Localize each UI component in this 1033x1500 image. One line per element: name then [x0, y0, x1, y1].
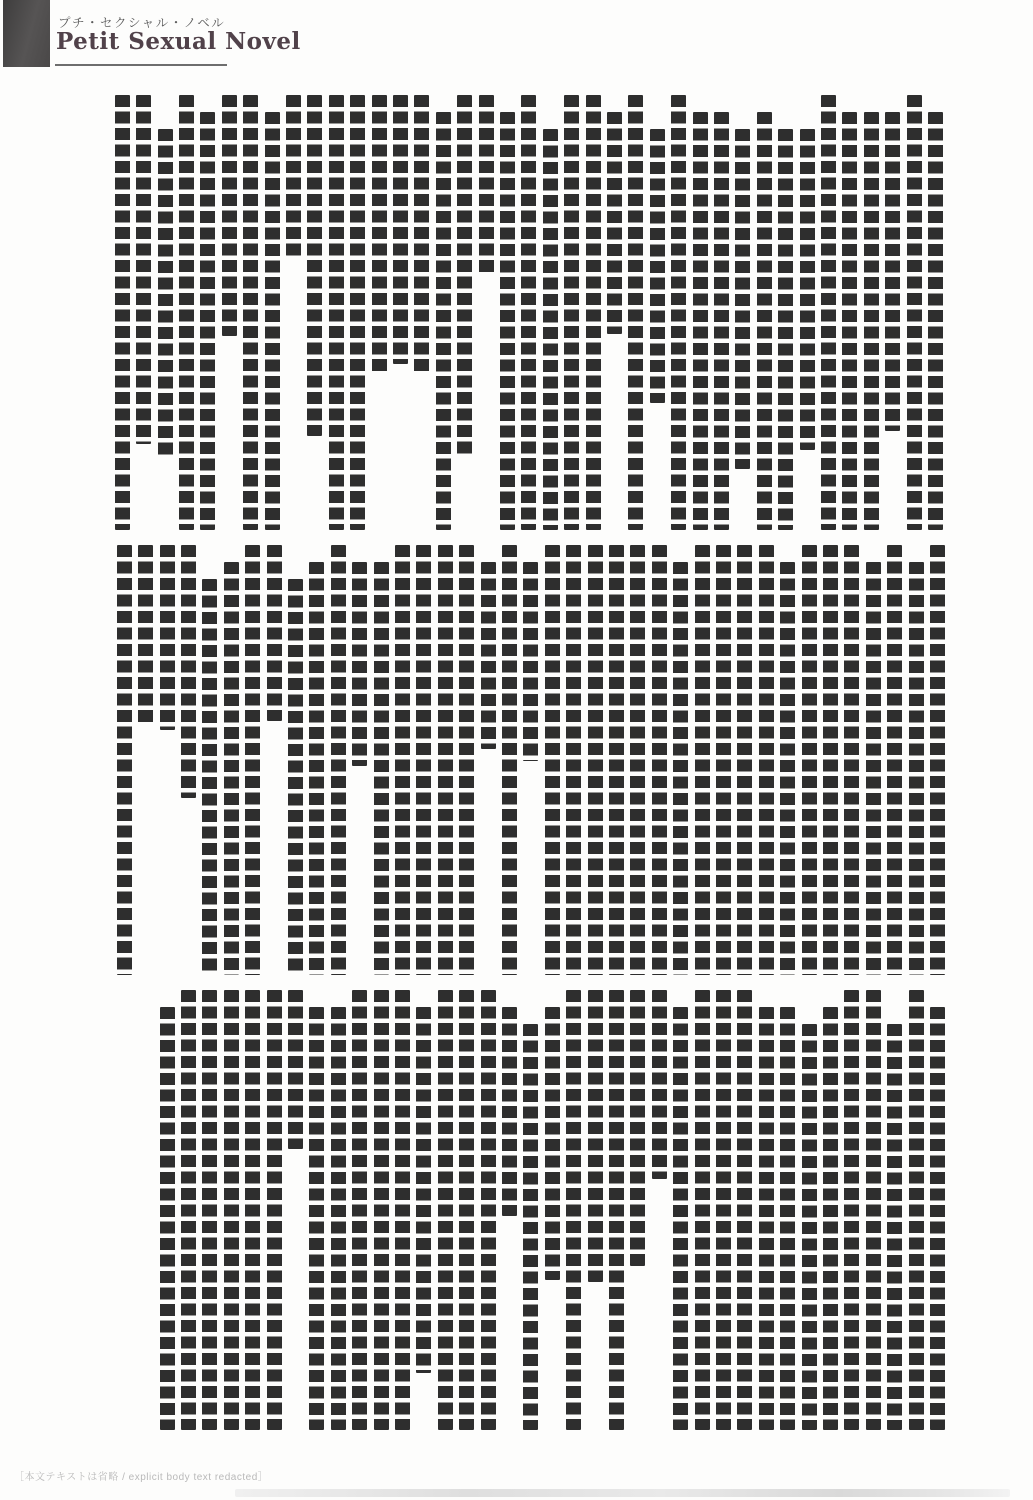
- redacted-text-column: [842, 112, 857, 530]
- redacted-text-column: [222, 95, 237, 336]
- text-band-2: [0, 545, 1033, 975]
- redacted-text-column: [628, 95, 643, 530]
- redacted-text-column: [158, 129, 173, 459]
- redacted-text-column: [823, 1007, 838, 1430]
- redacted-text-column: [502, 545, 517, 975]
- redacted-text-column: [224, 990, 239, 1430]
- redacted-text-column: [395, 990, 410, 1430]
- redacted-text-column: [823, 545, 838, 975]
- redacted-text-column: [160, 1007, 175, 1430]
- redacted-text-column: [181, 545, 196, 798]
- redacted-text-column: [716, 990, 731, 1430]
- redacted-text-column: [844, 990, 859, 1430]
- redacted-text-column: [459, 545, 474, 975]
- redacted-text-column: [117, 545, 132, 975]
- redacted-text-column: [607, 112, 622, 334]
- redacted-text-column: [543, 129, 558, 530]
- redacted-text-column: [416, 545, 431, 975]
- redacted-text-column: [521, 95, 536, 530]
- redaction-notice: ［本文テキストは省略 / explicit body text redacted］: [14, 1472, 269, 1483]
- redacted-text-column: [200, 112, 215, 530]
- corner-tab: [3, 0, 50, 67]
- redacted-text-column: [115, 95, 130, 530]
- redacted-text-column: [438, 545, 453, 975]
- redacted-text-column: [844, 545, 859, 975]
- redacted-text-column: [609, 545, 624, 975]
- redacted-text-column: [202, 990, 217, 1430]
- redacted-text-column: [457, 95, 472, 457]
- redacted-text-column: [802, 545, 817, 975]
- series-title-en: Petit Sexual Novel: [56, 28, 301, 55]
- redacted-text-column: [909, 990, 924, 1430]
- redacted-text-column: [481, 562, 496, 749]
- redacted-text-column: [352, 562, 367, 766]
- redacted-text-column: [887, 545, 902, 975]
- redacted-text-column: [245, 990, 260, 1430]
- redacted-text-column: [564, 95, 579, 530]
- redacted-text-column: [737, 545, 752, 975]
- redacted-text-column: [393, 95, 408, 364]
- redacted-text-column: [267, 990, 282, 1430]
- redacted-text-column: [671, 95, 686, 530]
- redacted-text-column: [374, 990, 389, 1430]
- redacted-text-column: [566, 990, 581, 1430]
- redacted-text-column: [609, 990, 624, 1430]
- redacted-text-column: [350, 95, 365, 530]
- redacted-text-column: [695, 545, 710, 975]
- redacted-text-column: [502, 1007, 517, 1216]
- redacted-text-column: [693, 112, 708, 530]
- redacted-text-column: [160, 545, 175, 730]
- redacted-text-column: [650, 129, 665, 403]
- redacted-text-column: [416, 1007, 431, 1373]
- redacted-text-column: [737, 990, 752, 1430]
- redacted-text-column: [757, 112, 772, 530]
- redacted-text-column: [866, 990, 881, 1430]
- redacted-text-column: [864, 112, 879, 530]
- redacted-text-column: [500, 112, 515, 530]
- redacted-text-column: [780, 1007, 795, 1430]
- bottom-edge-artifact: [235, 1489, 1010, 1497]
- redacted-text-column: [136, 95, 151, 444]
- redacted-text-column: [307, 95, 322, 436]
- redacted-text-column: [566, 545, 581, 975]
- redacted-text-column: [586, 95, 601, 530]
- redacted-text-column: [907, 95, 922, 530]
- redacted-text-column: [436, 112, 451, 530]
- redacted-text-column: [673, 1007, 688, 1430]
- redacted-text-column: [759, 1007, 774, 1430]
- redacted-text-column: [759, 545, 774, 975]
- redacted-text-column: [481, 990, 496, 1430]
- redacted-text-column: [588, 990, 603, 1282]
- redacted-text-column: [286, 95, 301, 256]
- redacted-text-column: [372, 95, 387, 374]
- redacted-text-column: [630, 545, 645, 975]
- redacted-text-column: [545, 545, 560, 975]
- redacted-text-column: [887, 1024, 902, 1430]
- redacted-text-column: [630, 990, 645, 1266]
- redacted-text-column: [928, 112, 943, 530]
- redacted-text-column: [243, 95, 258, 530]
- redacted-text-column: [735, 129, 750, 469]
- redacted-text-column: [138, 545, 153, 725]
- redacted-text-column: [288, 579, 303, 975]
- redacted-text-column: [202, 579, 217, 975]
- redacted-text-column: [245, 545, 260, 975]
- text-band-3: [0, 990, 1033, 1430]
- redacted-text-column: [414, 95, 429, 375]
- text-band-1: [0, 95, 1033, 530]
- redacted-text-column: [181, 990, 196, 1430]
- redacted-text-column: [930, 1007, 945, 1430]
- redacted-text-column: [930, 545, 945, 975]
- series-title-jp: プチ・セクシャル・ノベル: [58, 16, 226, 30]
- redacted-text-column: [459, 990, 474, 1430]
- redacted-text-column: [588, 545, 603, 975]
- redacted-text-column: [821, 95, 836, 530]
- redacted-text-column: [288, 990, 303, 1149]
- redacted-text-column: [780, 562, 795, 975]
- redacted-text-column: [331, 1007, 346, 1430]
- redacted-text-column: [885, 112, 900, 431]
- redacted-text-column: [438, 990, 453, 1430]
- redacted-text-column: [673, 562, 688, 975]
- redacted-text-column: [802, 1024, 817, 1430]
- redacted-text-column: [179, 95, 194, 530]
- redacted-text-column: [265, 112, 280, 530]
- redacted-text-column: [652, 545, 667, 975]
- redacted-text-column: [309, 1007, 324, 1430]
- redacted-text-column: [800, 129, 815, 450]
- redacted-text-column: [909, 562, 924, 975]
- redacted-text-column: [479, 95, 494, 273]
- redacted-text-column: [523, 1024, 538, 1430]
- redacted-text-column: [395, 545, 410, 975]
- redacted-text-column: [331, 545, 346, 975]
- redacted-text-column: [545, 1007, 560, 1280]
- redacted-text-column: [652, 990, 667, 1179]
- redacted-text-column: [329, 95, 344, 530]
- redacted-text-column: [778, 129, 793, 530]
- redacted-text-column: [374, 562, 389, 975]
- redacted-text-column: [866, 562, 881, 975]
- header-underline: [55, 64, 227, 66]
- redacted-text-column: [267, 545, 282, 721]
- redacted-text-column: [352, 990, 367, 1430]
- redacted-text-column: [714, 112, 729, 530]
- redacted-text-column: [716, 545, 731, 975]
- redacted-text-column: [224, 562, 239, 975]
- redacted-text-column: [523, 562, 538, 761]
- redacted-text-column: [309, 562, 324, 975]
- redacted-text-column: [695, 990, 710, 1430]
